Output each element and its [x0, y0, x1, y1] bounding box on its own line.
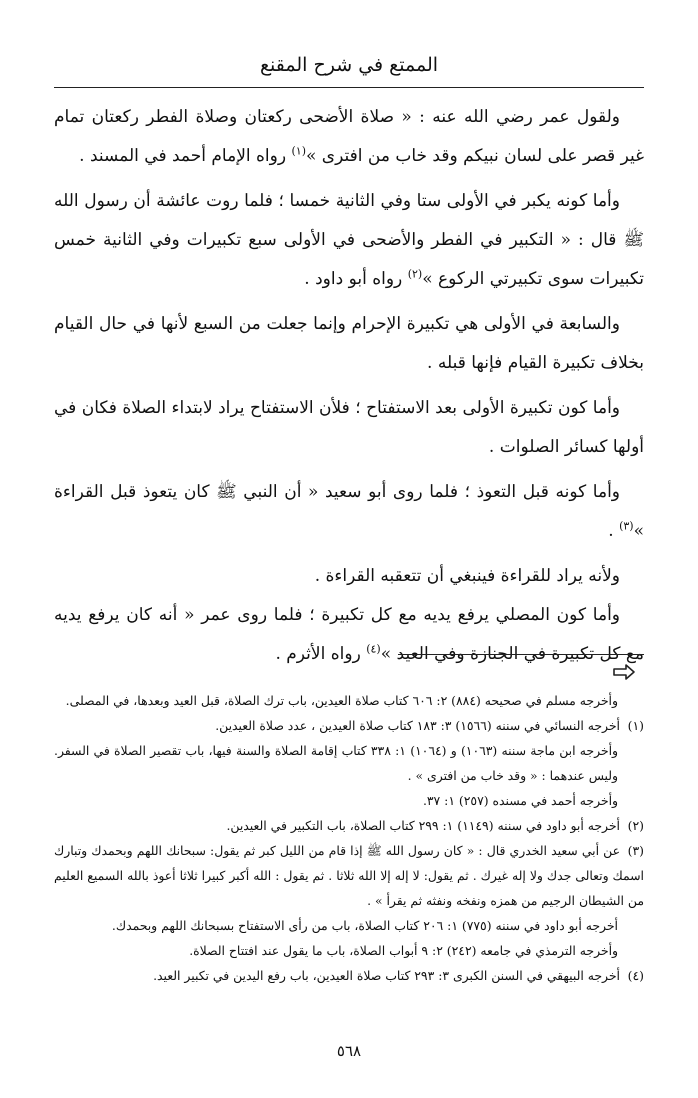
footnote-text: أخرجه أبو داود في سننه (١١٤٩) ١: ٢٩٩ كتاب الصلاة، باب التكبير في العيدين. — [226, 818, 620, 833]
footnote-text: وأخرجه ابن ماجة سننه (١٠٦٣) و (١٠٦٤) ١: ٣٣٨ كتاب إقامة الصلاة والسنة فيها، باب تقصير الصلاة في السفر. وليس عندهما : « وقد خاب من افترى » . — [54, 743, 618, 783]
page-header-title: الممتع في شرح المقنع — [259, 54, 439, 76]
paragraph-5-end: . — [608, 521, 620, 541]
footnote-line — [54, 838, 644, 913]
footnote-ref-2: (٢) — [407, 267, 423, 281]
footnote-number: (٣) — [627, 843, 644, 858]
footnote-number: (١) — [627, 718, 644, 733]
footnote-line — [54, 813, 644, 838]
footnote-line — [54, 788, 644, 813]
paragraph-3: والسابعة في الأولى هي تكبيرة الإحرام وإنما جعلت من السبع لأنها في حال القيام بخلاف تكبيرة القيام فإنها قبله . — [54, 314, 644, 373]
paragraph-1-text: ولقول عمر رضي الله عنه : « صلاة الأضحى ركعتان وصلاة الفطر ركعتان تمام غير قصر على لسان نبيكم وقد خاب من افترى » — [54, 107, 644, 166]
footnote-number: (٢) — [627, 818, 644, 833]
paragraph-7-source: رواه الأثرم . — [275, 644, 367, 664]
footnote-line — [54, 963, 644, 988]
footnote-text: أخرجه النسائي في سننه (١٥٦٦) ٣: ١٨٣ كتاب صلاة العيدين ، عدد صلاة العيدين. — [215, 718, 620, 733]
footnote-text: وأخرجه مسلم في صحيحه (٨٨٤) ٢: ٦٠٦ كتاب صلاة العيدين، باب ترك الصلاة، قبل العيد وبعدها، في المصلى. — [65, 693, 618, 708]
arrow-right-icon — [612, 662, 636, 682]
paragraph-4: وأما كون تكبيرة الأولى بعد الاستفتاح ؛ فلأن الاستفتاح يراد لابتداء الصلاة فكان في أولها كسائر الصلوات . — [54, 398, 644, 457]
footnote-divider — [398, 654, 644, 655]
footnotes — [54, 688, 644, 988]
paragraph-6: ولأنه يراد للقراءة فينبغي أن تتعقبه القراءة . — [314, 566, 620, 586]
paragraph-1-source: رواه الإمام أحمد في المسند . — [79, 146, 292, 166]
paragraph-5 — [54, 473, 644, 551]
footnote-line — [54, 938, 644, 963]
page-number: ٥٦٨ — [336, 1042, 362, 1060]
paragraph-1 — [54, 98, 644, 176]
main-text — [54, 98, 644, 674]
header-divider — [54, 87, 644, 88]
paragraph-7 — [54, 596, 644, 674]
footnote-ref-4: (٤) — [366, 642, 381, 656]
footnote-ref-3: (٣) — [619, 519, 634, 533]
footnote-number: (٤) — [627, 968, 644, 983]
footnote-line — [54, 738, 644, 788]
paragraph-5-text: وأما كونه قبل التعوذ ؛ فلما روى أبو سعيد « أن النبي ﷺ كان يتعوذ قبل القراءة » — [54, 482, 644, 541]
footnote-text: وأخرجه الترمذي في جامعه (٢٤٢) ٢: ٩ أبواب الصلاة، باب ما يقول عند افتتاح الصلاة. — [189, 943, 618, 958]
footnote-line — [54, 713, 644, 738]
paragraph-2-source: رواه أبو داود . — [304, 269, 408, 289]
footnote-text: أخرجه أبو داود في سننه (٧٧٥) ١: ٢٠٦ كتاب الصلاة، باب من رأى الاستفتاح بسبحانك اللهم وبحمدك. — [111, 918, 618, 933]
footnote-text: عن أبي سعيد الخدري قال : « كان رسول الله ﷺ إذا قام من الليل كبر ثم يقول: سبحانك اللهم وبحمدك وتبارك اسمك وتعالى جدك ولا إله غيرك . ثم يقول: لا إله إلا الله ثلاثا . ثم يقول : الله أكبر كبيرا ثلاثا أعوذ بالله السميع العليم من الشيطان الرجيم من همزه ونفخه ونفثه ثم يقرأ » . — [54, 843, 644, 908]
paragraph-2-text: وأما كونه يكبر في الأولى ستا وفي الثانية خمسا ؛ فلما روت عائشة أن رسول الله ﷺ قال : « التكبير في الفطر والأضحى في الأولى سبع تكبيرات وفي الثانية خمس تكبيرات سوى تكبيرتي الركوع » — [54, 191, 644, 289]
paragraph-2 — [54, 182, 644, 299]
footnote-line — [54, 913, 644, 938]
footnote-ref-1: (١) — [291, 144, 306, 158]
footnote-text: وأخرجه أحمد في مسنده (٢٥٧) ١: ٣٧. — [422, 793, 618, 808]
footnote-line — [54, 688, 644, 713]
footnote-text: أخرجه البيهقي في السنن الكبرى ٣: ٢٩٣ كتاب صلاة العيدين، باب رفع اليدين في تكبير العيد. — [153, 968, 620, 983]
paragraph-7-text: وأما كون المصلي يرفع يديه مع كل تكبيرة ؛ فلما روى عمر « أنه كان يرفع يديه مع كل تكبيرة في الجنازة وفي العيد » — [54, 605, 644, 664]
